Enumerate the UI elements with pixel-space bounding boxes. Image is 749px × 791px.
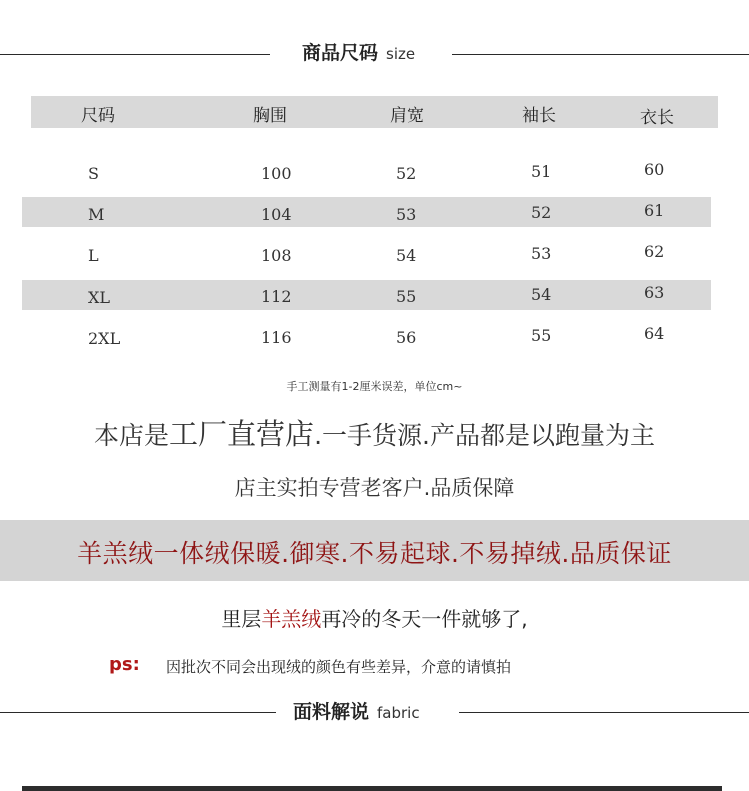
cell-shoulder: 54 [396,246,417,265]
size-section-title: 商品尺码 [302,42,379,64]
row-band-xl [22,280,711,310]
cell-sleeve: 51 [531,162,552,181]
ps-label: ps: [109,654,140,675]
header-shoulder: 肩宽 [390,106,424,126]
measurement-note: 手工测量有1-2厘米误差，单位cm~ [286,380,463,393]
factory-store-statement [0,412,749,453]
ps-text: 因批次不同会出现绒的颜色有些差异，介意的请慎拍 [166,658,512,676]
lining-suffix: 再冷的冬天一件就够了, [321,607,528,631]
lining-statement [0,603,749,632]
header-size: 尺码 [81,106,115,126]
cell-chest: 104 [261,205,292,224]
owner-photo-statement: 店主实拍专营老客户.品质保障 [234,476,515,500]
cell-length: 60 [644,160,665,179]
header-chest: 胸围 [253,106,287,126]
cell-chest: 116 [261,328,292,347]
cell-size: M [88,205,105,224]
factory-prefix: 本店是 [94,421,170,450]
cell-chest: 112 [261,287,292,306]
feature-banner-text: 羊羔绒一体绒保暖.御寒.不易起球.不易掉绒.品质保证 [77,539,672,568]
cell-chest: 108 [261,246,292,265]
fabric-section-title: 面料解说 [293,701,370,723]
lining-prefix: 里层 [221,607,262,631]
fabric-rule-right [459,712,749,713]
fabric-image-edge [22,786,722,791]
factory-highlight: 工厂直营店 [169,417,315,451]
cell-length: 61 [644,201,665,220]
cell-size: L [88,246,99,265]
cell-sleeve: 55 [531,326,552,345]
cell-shoulder: 53 [396,205,417,224]
size-rule-right [452,54,749,55]
row-band-m [22,197,711,227]
cell-shoulder: 55 [396,287,417,306]
cell-shoulder: 56 [396,328,417,347]
cell-sleeve: 53 [531,244,552,263]
lining-highlight: 羊羔绒 [261,607,322,631]
cell-length: 63 [644,283,665,302]
cell-sleeve: 52 [531,203,552,222]
cell-chest: 100 [261,164,292,183]
header-length: 衣长 [640,108,674,128]
header-sleeve: 袖长 [522,106,556,126]
cell-size: XL [88,288,111,307]
fabric-rule-left [0,712,276,713]
fabric-section-subtitle: fabric [377,704,420,722]
cell-shoulder: 52 [396,164,417,183]
cell-size: S [88,164,99,183]
cell-size: 2XL [88,329,121,348]
cell-sleeve: 54 [531,285,552,304]
cell-length: 62 [644,242,665,261]
size-section-heading [302,38,415,65]
size-rule-left [0,54,270,55]
cell-length: 64 [644,324,665,343]
fabric-section-heading [293,697,420,724]
factory-suffix: .一手货源.产品都是以跑量为主 [314,421,655,450]
size-section-subtitle: size [386,45,416,63]
